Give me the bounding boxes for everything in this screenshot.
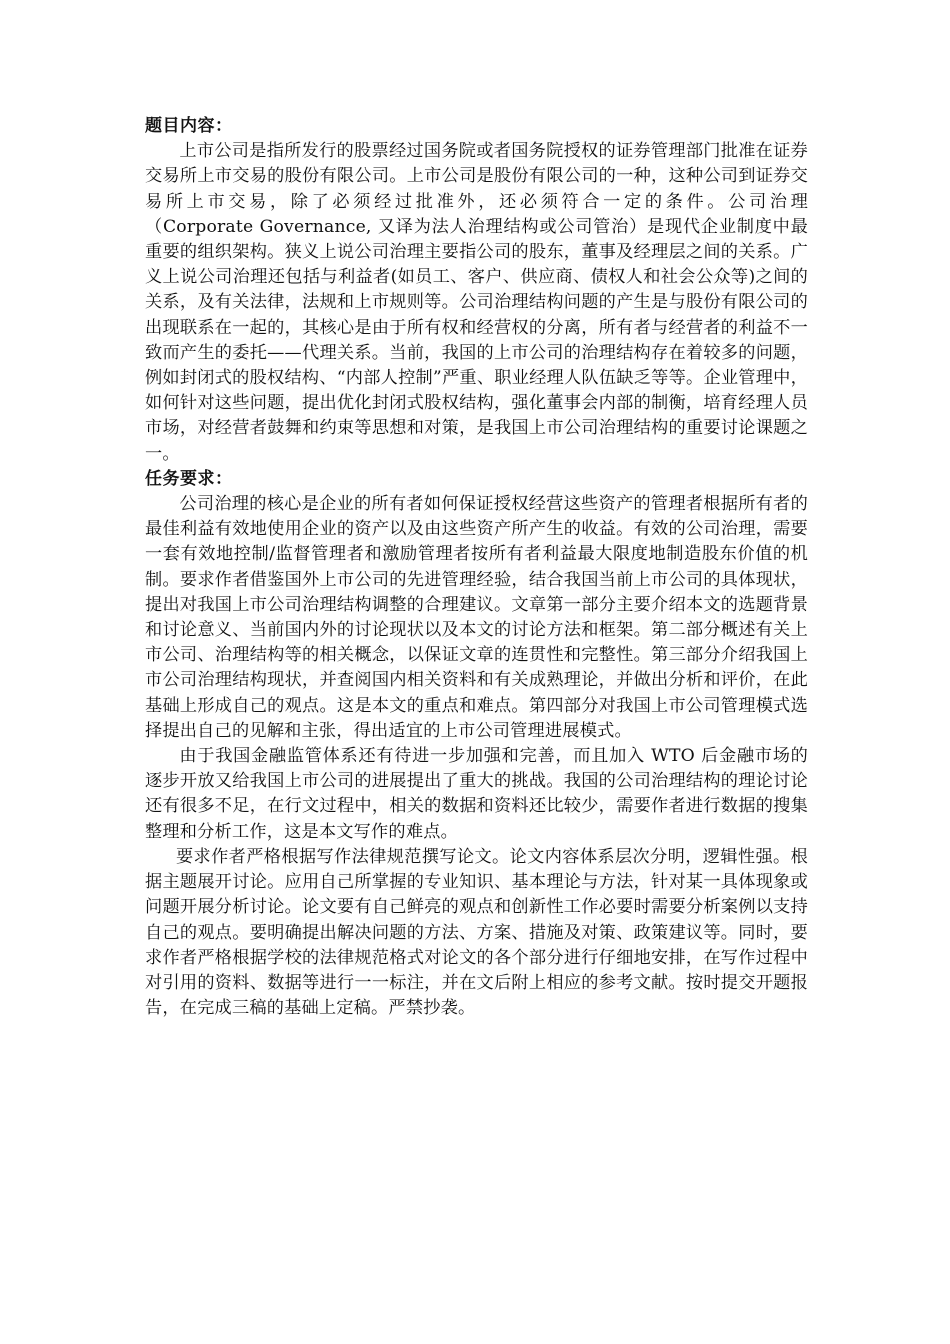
document-page bbox=[145, 114, 808, 1021]
requirements-paragraph-2: 由于我国金融监管体系还有待进一步加强和完善，而且加入 WTO 后金融市场的逐步开放又给我国上市公司的进展提出了重大的挑战。我国的公司治理结构的理论讨论还有很多不足，在行文过程中，相关的数据和资料还比较少，需要作者进行数据的搜集整理和分析工作，这是本文写作的难点。 bbox=[145, 746, 808, 842]
topic-paragraph: 上市公司是指所发行的股票经过国务院或者国务院授权的证券管理部门批准在证券交易所上市交易的股份有限公司。上市公司是股份有限公司的一种，这种公司到证券交易所上市交易，除了必须经过批准外，还必须符合一定的条件。公司治理（Corporate Governance, 又译为法人治理结构或公司管治）是现代企业制度中最重要的组织架构。狭义上说公司治理主要指公司的股东，董事及经理层之间的关系。广义上说公司治理还包括与利益者(如员工、客户、供应商、债权人和社会公众等)之间的关系，及有关法律，法规和上市规则等。公司治理结构问题的产生是与股份有限公司的出现联系在一起的，其核心是由于所有权和经营权的分离，所有者与经营者的利益不一致而产生的委托——代理关系。当前，我国的上市公司的治理结构存在着较多的问题，例如封闭式的股权结构、“内部人控制”严重、职业经理人队伍缺乏等等。企业管理中，如何针对这些问题，提出优化封闭式股权结构，强化董事会内部的制衡，培育经理人员市场，对经营者鼓舞和约束等思想和对策，是我国上市公司治理结构的重要讨论课题之一。 bbox=[145, 141, 808, 464]
requirements-paragraph-3: 要求作者严格根据写作法律规范撰写论文。论文内容体系层次分明，逻辑性强。根据主题展开讨论。应用自己所掌握的专业知识、基本理论与方法，针对某一具体现象或问题开展分析讨论。论文要有自己鲜亮的观点和创新性工作必要时需要分析案例以支持自己的观点。要明确提出解决问题的方法、方案、措施及对策、政策建议等。同时，要求作者严格根据学校的法律规范格式对论文的各个部分进行仔细地安排，在写作过程中对引用的资料、数据等进行一一标注，并在文后附上相应的参考文献。按时提交开题报告，在完成三稿的基础上定稿。严禁抄袭。 bbox=[145, 846, 808, 1019]
requirements-paragraph-1: 公司治理的核心是企业的所有者如何保证授权经营这些资产的管理者根据所有者的最佳利益有效地使用企业的资产以及由这些资产所产生的收益。有效的公司治理，需要一套有效地控制/监督管理者和激励管理者按所有者利益最大限度地制造股东价值的机制。要求作者借鉴国外上市公司的先进管理经验，结合我国当前上市公司的具体现状，提出对我国上市公司治理结构调整的合理建议。文章第一部分主要介绍本文的选题背景和讨论意义、当前国内外的讨论现状以及本文的讨论方法和框架。第二部分概述有关上市公司、治理结构等的相关概念，以保证文章的连贯性和完整性。第三部分介绍我国上市公司治理结构现状，并查阅国内相关资料和有关成熟理论，并做出分析和评价，在此基础上形成自己的观点。这是本文的重点和难点。第四部分对我国上市公司管理模式选择提出自己的见解和主张，得出适宜的上市公司管理进展模式。 bbox=[145, 494, 808, 741]
section-heading-requirements: 任务要求： bbox=[145, 468, 233, 489]
section-heading-topic: 题目内容： bbox=[145, 116, 233, 136]
